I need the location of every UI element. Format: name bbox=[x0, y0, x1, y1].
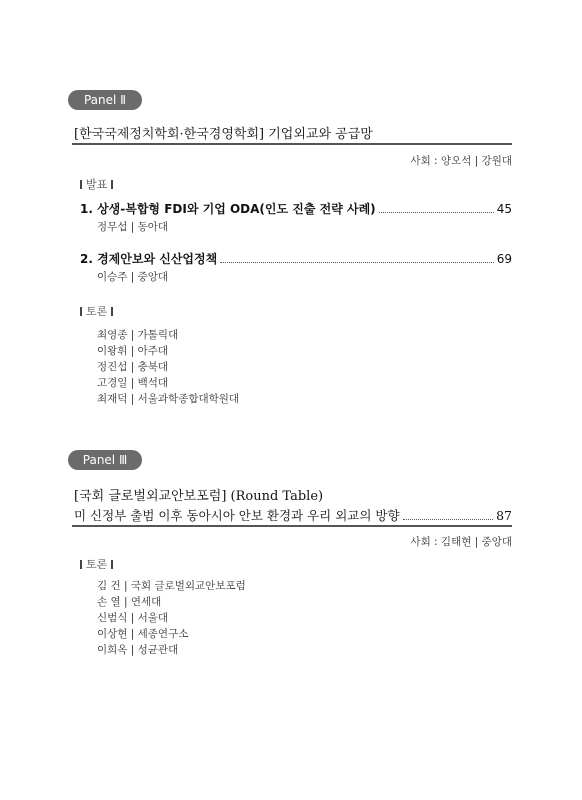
panel-2-moderator: 사회 : 양오석 | 강원대 bbox=[410, 155, 512, 167]
paper-1-authors: 정무섭 | 동아대 bbox=[97, 221, 169, 233]
paper-1-title: 1. 상생-복합형 FDI와 기업 ODA(인도 진출 전략 사례) bbox=[80, 202, 376, 216]
panel-2-discussion-header: 토론 bbox=[76, 303, 117, 319]
panel-3-badge: Panel Ⅲ bbox=[68, 450, 142, 470]
bar-icon bbox=[111, 307, 113, 316]
discussant: 이상현 | 세종연구소 bbox=[97, 628, 189, 640]
panel-3-subtitle: 미 신정부 출범 이후 동아시아 안보 환경과 우리 외교의 방향 bbox=[74, 508, 400, 523]
paper-1[interactable] bbox=[80, 200, 512, 217]
bar-icon bbox=[80, 307, 82, 316]
panel-3-moderator: 사회 : 김태현 | 중앙대 bbox=[410, 536, 512, 548]
paper-1-page: 45 bbox=[496, 202, 512, 216]
leader-dots bbox=[220, 262, 494, 263]
discussant: 손 열 | 연세대 bbox=[97, 596, 162, 608]
panel-2-title: [한국국제정치학회·한국경영학회] 기업외교와 공급망 bbox=[74, 127, 373, 142]
paper-2-title: 2. 경제안보와 신산업정책 bbox=[80, 252, 218, 266]
paper-2-page: 69 bbox=[496, 252, 512, 266]
discussant: 최재덕 | 서울과학종합대학원대 bbox=[97, 393, 240, 405]
bar-icon bbox=[80, 180, 82, 189]
bar-icon bbox=[111, 180, 113, 189]
panel-3-topic[interactable] bbox=[74, 506, 512, 524]
discussant: 김 건 | 국회 글로벌외교안보포럼 bbox=[97, 580, 246, 592]
paper-2-authors: 이승주 | 중앙대 bbox=[97, 271, 169, 283]
panel-2-divider bbox=[72, 143, 512, 145]
panel-3-page: 87 bbox=[496, 508, 512, 523]
paper-2[interactable] bbox=[80, 250, 512, 267]
panel-3-discussion-header: 토론 bbox=[76, 556, 117, 572]
leader-dots bbox=[379, 212, 494, 213]
discussant: 이희옥 | 성균관대 bbox=[97, 644, 179, 656]
bar-icon bbox=[80, 560, 82, 569]
discussant: 정진섭 | 충북대 bbox=[97, 361, 169, 373]
discussant: 고경일 | 백석대 bbox=[97, 377, 169, 389]
discussant: 신범식 | 서울대 bbox=[97, 612, 169, 624]
leader-dots bbox=[403, 519, 494, 520]
discussant: 이왕휘 | 아주대 bbox=[97, 345, 169, 357]
panel-3-title: [국회 글로벌외교안보포럼] (Round Table) bbox=[74, 489, 324, 504]
discussant: 최영종 | 가톨릭대 bbox=[97, 329, 179, 341]
panel-2-presentation-header: 발표 bbox=[76, 176, 117, 192]
panel-2-badge: Panel Ⅱ bbox=[68, 90, 142, 110]
panel-3-divider bbox=[72, 525, 512, 527]
bar-icon bbox=[111, 560, 113, 569]
